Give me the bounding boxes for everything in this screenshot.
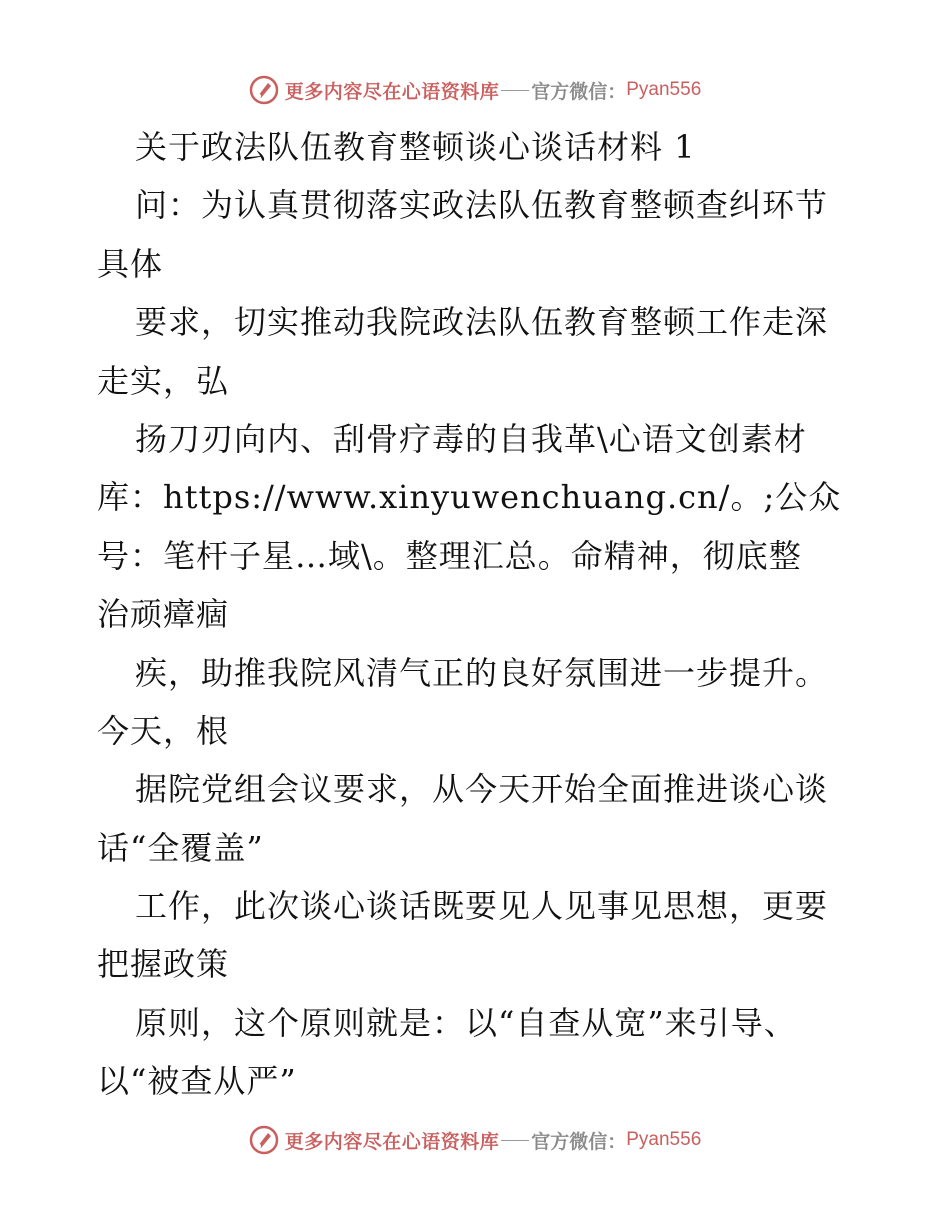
text-line: 话“全覆盖” [97,828,264,867]
text-line: 以“被查从严” [97,1062,297,1101]
pen-nib-logo-icon [249,1125,279,1155]
text-line: 治顽瘴痼 [97,595,230,634]
watermark-sub-text: 官方微信： [531,1130,627,1153]
watermark-dash [501,1140,529,1141]
watermark-header [0,70,950,110]
text-line: 走实，弘 [97,361,230,400]
watermark-wechat-id: Pyan556 [626,1129,702,1150]
pen-nib-logo-icon [249,75,279,105]
text-line: 把握政策 [97,945,230,984]
text-line: 号：笔杆子星…域\。整理汇总。命精神，彻底整 [97,536,802,575]
watermark-wechat-id: Pyan556 [626,79,702,100]
watermark-footer [0,1120,950,1160]
text-line: 疾，助推我院风清气正的良好氛围进一步提升。 [135,653,829,692]
text-line: 原则，这个原则就是：以“自查从宽”来引导、 [135,1003,797,1042]
text-line: 关于政法队伍教育整顿谈心谈话材料 1 [135,128,696,166]
watermark-main-text: 更多内容尽在心语资料库 [284,1130,500,1153]
text-line: 扬刀刃向内、刮骨疗毒的自我革\心语文创素材 [135,419,807,458]
text-line: 据院党组会议要求，从今天开始全面推进谈心谈 [135,770,829,809]
text-line: 今天，根 [97,711,230,750]
document-body [97,118,857,1111]
text-line: 库：https://www.xinyuwenchuang.cn/。;公众 [97,478,842,517]
watermark-dash [501,90,529,91]
watermark-sub-text: 官方微信： [531,80,627,103]
text-line: 问：为认真贯彻落实政法队伍教育整顿查纠环节 [135,186,829,225]
text-line: 具体 [97,244,164,283]
text-line: 要求，切实推动我院政法队伍教育整顿工作走深 [135,303,829,342]
text-line: 工作，此次谈心谈话既要见人见事见思想，更要 [135,887,829,926]
watermark-main-text: 更多内容尽在心语资料库 [284,80,500,103]
